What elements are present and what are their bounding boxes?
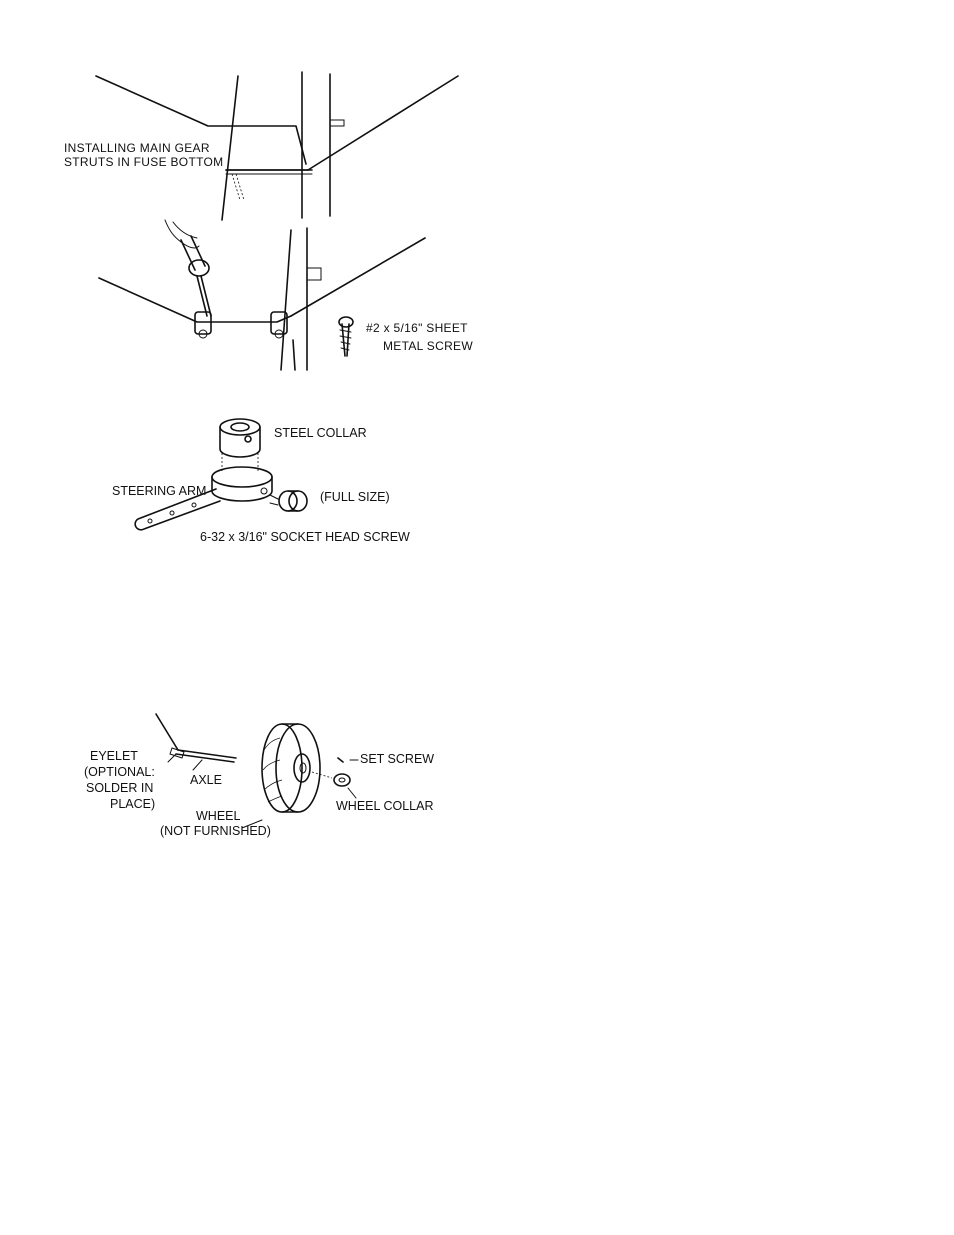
- main-gear-install-figure: [60, 70, 470, 230]
- main-gear-label: INSTALLING MAIN GEAR: [64, 141, 210, 155]
- set-screw-label: SET SCREW: [360, 752, 435, 766]
- eyelet-label: EYELET: [90, 749, 138, 763]
- axle-icon: [156, 714, 236, 762]
- set-screw-icon: [338, 758, 343, 762]
- wheel-collar-label: WHEEL COLLAR: [336, 799, 434, 813]
- gear-screw-figure: [95, 220, 473, 375]
- wheel-collar-icon: [334, 774, 350, 786]
- wheel-label: (NOT FURNISHED): [160, 824, 271, 838]
- steel-collar-icon: [220, 419, 260, 457]
- sheet-metal-screw-icon: [339, 317, 353, 356]
- main-gear-label: STRUTS IN FUSE BOTTOM: [64, 155, 224, 169]
- wheel-assembly-figure: [80, 710, 440, 845]
- axle-label: AXLE: [190, 773, 222, 787]
- wheel-label: WHEEL: [196, 809, 241, 823]
- eyelet-label: SOLDER IN: [86, 781, 154, 795]
- steering-arm-figure: [110, 415, 430, 550]
- steering-arm-label: STEERING ARM: [112, 484, 207, 498]
- eyelet-label: PLACE): [110, 797, 156, 811]
- eyelet-label: (OPTIONAL:: [84, 765, 155, 779]
- gear-screw-label: METAL SCREW: [383, 339, 473, 353]
- gear-screw-label: #2 x 5/16" SHEET: [366, 321, 468, 335]
- socket-screw-label: 6-32 x 3/16" SOCKET HEAD SCREW: [200, 530, 410, 544]
- wheel-icon: [262, 724, 320, 812]
- socket-head-screw-icon: [270, 491, 307, 511]
- steel-collar-label: STEEL COLLAR: [274, 426, 367, 440]
- steering-arm-icon: [135, 467, 272, 530]
- full-size-label: (FULL SIZE): [320, 490, 390, 504]
